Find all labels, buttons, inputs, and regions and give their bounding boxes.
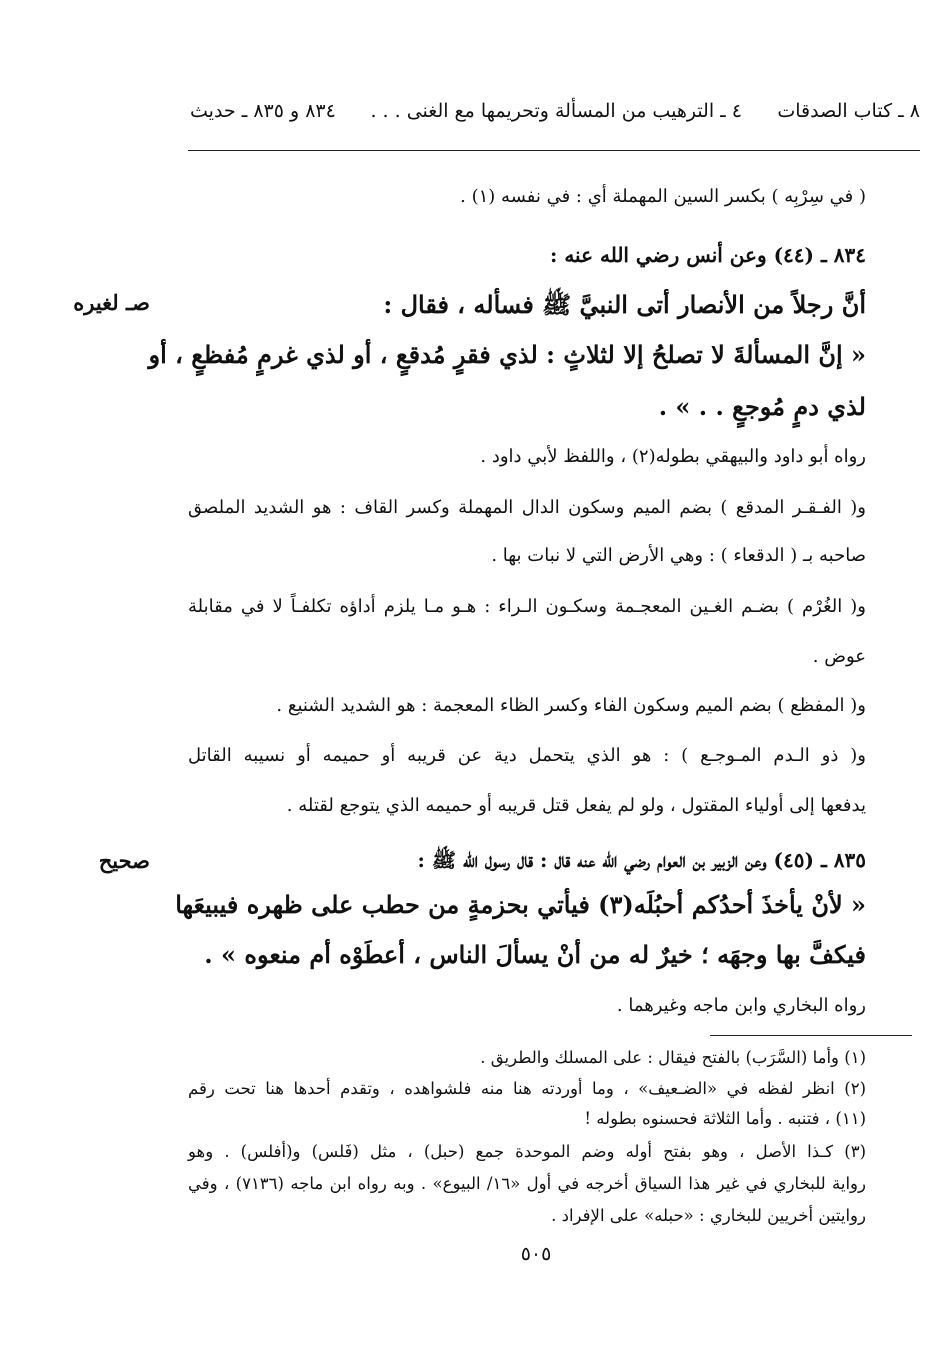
hadith-grade-835: صحيح [98, 848, 150, 873]
explanation-line: و( الغُرْم ) بضـم الغـين المعجـمة وسكـون الـراء : هـو مـا يلزم أداؤه تكلفـاً لا في مقابلة [188, 596, 866, 617]
header-hadith-range: ٨٣٤ و ٨٣٥ ـ حديث [190, 100, 336, 122]
hadith-835-source: رواه البخاري وابن ماجه وغيرهما . [616, 995, 866, 1016]
explanation-line: و( المفظع ) بضم الميم وسكون الفاء وكسر الظاء المعجمة : هو الشديد الشنيع . [276, 695, 866, 716]
footnote-line: روايتين أخريين للبخاري : «حبله» على الإفراد . [551, 1206, 866, 1225]
explanation-line: و( ذو الـدم المـوجـع ) : هو الذي يتحمل دية عن قريبه أو حميمه أو نسيبه القاتل [188, 745, 866, 766]
explanation-line: صاحبه بـ ( الدقعاء ) : وهي الأرض التي لا نبات بها . [491, 545, 866, 566]
footnote-line: (١١) ، فتنبه . وأما الثلاثة فحسنوه بطوله ! [584, 1109, 866, 1128]
header-book-title: ٨ ـ كتاب الصدقات [777, 100, 920, 122]
header-chapter-title: ٤ ـ الترهيب من المسألة وتحريمها مع الغنى . . . [370, 100, 742, 122]
explanation-line: عوض . [812, 646, 866, 667]
running-header [190, 100, 920, 140]
hadith-834-intro: ٨٣٤ ـ (٤٤) وعن أنس رضي الله عنه : [549, 243, 866, 267]
footnote-line: (٣) كـذا الأصل ، وهو بفتح أوله وضم الموحدة جمع (حبل) ، مثل (فَلس) و(أفلس) . وهو [188, 1142, 866, 1161]
footnote-line: رواية للبخاري في غير هذا السياق أخرجه في أول «١٦/ البيوع» . وبه رواه ابن ماجه (٧١٣٦) ، وفي [188, 1174, 866, 1193]
explanation-line: يدفعها إلى أولياء المقتول ، ولو لم يفعل قتل قريبه أو حميمه الذي يتوجع لقتله . [286, 795, 866, 816]
footnote-rule [710, 1035, 912, 1036]
hadith-834-text: أنَّ رجلاً من الأنصار أتى النبيَّ ﷺ فسأله ، فقال : [383, 290, 866, 319]
hadith-835-intro: ٨٣٥ ـ (٤٥) وعن الزبير بن العوام رضي الله عنه قال : قال رسول الله ﷺ : [417, 848, 866, 872]
body-line: ( في سِرْبِه ) بكسر السين المهملة أي : في نفسه (١) . [460, 186, 866, 207]
footnote-line: (١) وأما (السَّرَب) بالفتح فيقال : على المسلك والطريق . [480, 1048, 866, 1067]
explanation-line: و( الفـقـر المدقع ) بضم الميم وسكون الدال المهملة وكسر القاف : هو الشديد الملصق [188, 497, 866, 518]
hadith-835-text: « لأنْ يأخذَ أحدُكم أحبُلَه(٣) فيأتي بحزمةٍ من حطب على ظهره فيبيعَها [175, 890, 866, 919]
hadith-835-text: فيكفَّ بها وجهَه ؛ خيرٌ له من أنْ يسألَ الناس ، أعطَوْه أم منعوه » . [204, 940, 866, 969]
header-rule [188, 150, 920, 151]
hadith-834-source: رواه أبو داود والبيهقي بطوله(٢) ، واللفظ لأبي داود . [480, 446, 866, 467]
footnote-line: (٢) انظر لفظه في «الضـعيف» ، وما أوردته هنا منه فلشواهده ، وتقدم أحدها هنا تحت رقم [188, 1079, 866, 1098]
hadith-grade-834: صـ لغيره [73, 290, 150, 315]
hadith-834-text: « إنَّ المسألةَ لا تصلحُ إلا لثلاثٍ : لذي فقرٍ مُدقعٍ ، أو لذي غرمٍ مُفظعٍ ، أو [148, 340, 866, 369]
hadith-834-text: لذي دمٍ مُوجعٍ . . » . [658, 392, 866, 421]
page-number: ٥٠٥ [520, 1243, 552, 1265]
